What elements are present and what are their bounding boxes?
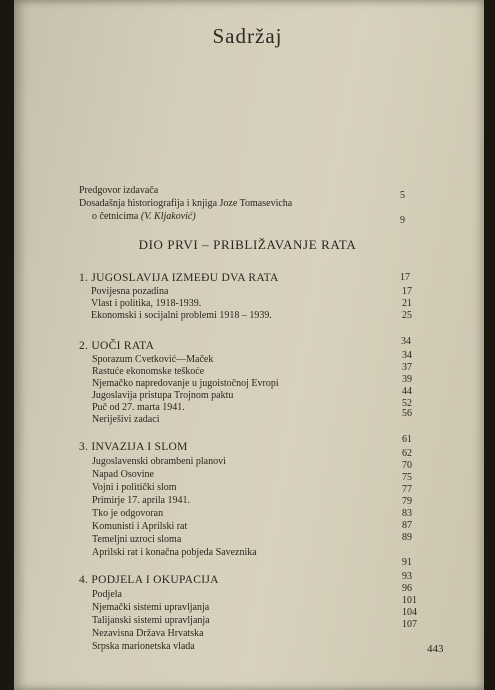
chapter-page: 61 <box>402 434 412 445</box>
toc-section-page: 25 <box>402 310 412 321</box>
toc-section: Vlast i politika, 1918-1939. <box>91 298 202 309</box>
toc-section: Sporazum Cvetković—Maček <box>92 354 214 365</box>
toc-section: Rastuće ekonomske teškoće <box>92 366 205 377</box>
toc-section-page: 56 <box>402 408 412 419</box>
toc-section: Tko je odgovoran <box>92 508 164 519</box>
toc-section-page: 93 <box>402 571 412 582</box>
toc-section-page: 62 <box>402 448 412 459</box>
toc-section: Talijanski sistemi upravljanja <box>92 615 210 626</box>
toc-section: Srpska marionetska vlada <box>92 641 195 652</box>
toc-section-page: 104 <box>402 607 417 618</box>
toc-section-page: 89 <box>402 532 412 543</box>
toc-section: Neriješivi zadaci <box>92 414 160 425</box>
toc-section-page: 83 <box>402 508 412 519</box>
toc-section: Temeljni uzroci sloma <box>92 534 182 545</box>
toc-section: Nezavisna Država Hrvatska <box>92 628 204 639</box>
toc-section-page: 107 <box>402 619 417 630</box>
toc-page-preface: 5 <box>400 190 405 201</box>
toc-section-page: 87 <box>402 520 412 531</box>
toc-section: Ekonomski i socijalni problemi 1918 – 1939. <box>91 310 272 321</box>
toc-section-page: 52 <box>402 398 412 409</box>
toc-section: Jugoslavenski obrambeni planovi <box>92 456 226 467</box>
toc-section: Povijesna pozadina <box>91 286 169 297</box>
toc-section-page: 96 <box>402 583 412 594</box>
toc-section: Puč od 27. marta 1941. <box>92 402 185 413</box>
toc-section-page: 21 <box>402 298 412 309</box>
toc-section-page: 44 <box>402 386 412 397</box>
toc-section-page: 34 <box>402 350 412 361</box>
toc-page-historiography: 9 <box>400 215 405 226</box>
toc-section: Napad Osovine <box>92 469 154 480</box>
toc-section: Komunisti i Aprilski rat <box>92 521 188 532</box>
chapter-page: 17 <box>400 272 410 283</box>
page-number: 443 <box>427 643 444 655</box>
toc-entry-preface: Predgovor izdavača <box>79 185 159 196</box>
toc-entry-historiography-line2 <box>92 211 196 222</box>
toc-section-page: 77 <box>402 484 412 495</box>
toc-section-page: 75 <box>402 472 412 483</box>
toc-entry-historiography-author: (V. Kljaković) <box>140 211 196 222</box>
toc-entry-historiography: Dosadašnja historiografija i knjiga Joze Tomasevicha <box>79 198 293 209</box>
chapter-title: 3. INVAZIJA I SLOM <box>79 441 188 453</box>
toc-section: Njemačko napredovanje u jugoistočnoj Evropi <box>92 378 279 389</box>
toc-section-page: 79 <box>402 496 412 507</box>
toc-section-page: 17 <box>402 286 412 297</box>
toc-section: Aprilski rat i konačna pobjeda Saveznika <box>92 547 257 558</box>
page-title: Sadržaj <box>212 24 283 48</box>
chapter-title: 2. UOČI RATA <box>79 340 155 352</box>
toc-section-page: 70 <box>402 460 412 471</box>
toc-section: Njemački sistemi upravljanja <box>92 602 210 613</box>
toc-section: Primirje 17. aprila 1941. <box>92 495 191 506</box>
part-title: DIO PRVI – PRIBLIŽAVANJE RATA <box>138 237 357 252</box>
toc-section: Vojni i politički slom <box>92 482 177 493</box>
chapter-page: 34 <box>401 336 411 347</box>
chapter-title: 4. PODJELA I OKUPACIJA <box>79 574 219 586</box>
toc-section-page: 39 <box>402 374 412 385</box>
chapter-title: 1. JUGOSLAVIJA IZMEĐU DVA RATA <box>79 272 279 284</box>
toc-section: Jugoslavija pristupa Trojnom paktu <box>92 390 234 401</box>
toc-section: Podjela <box>92 589 122 600</box>
chapter-page: 91 <box>402 557 412 568</box>
toc-section-page: 37 <box>402 362 412 373</box>
toc-entry-historiography-text: o četnicima <box>92 211 139 222</box>
toc-section-page: 101 <box>402 595 417 606</box>
